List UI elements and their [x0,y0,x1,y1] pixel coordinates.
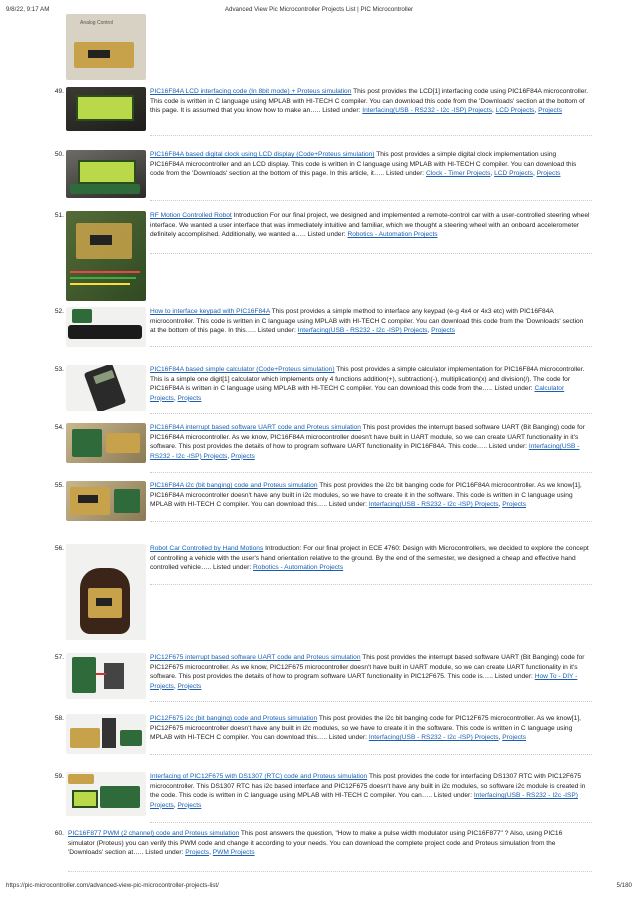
project-description: This post provides a simple digital clock implementation using PIC16F84A microcontroller and an LCD display. This code is written in C language using MPLAB with HI-TECH C compiler. You can download this code from the 'Downloads' section at the bottom of this page. In this article, it….. Listed under: [150,151,577,178]
category-link[interactable]: LCD Projects [494,170,533,178]
item-number: 54. [54,424,64,431]
category-link[interactable]: Projects [536,170,561,178]
item-text: PIC16F84A interrupt based software UART code and Proteus simulation This post provides the interrupt based software UART (Bit Banging) code for PIC16F84A microcontroller. As we know, PIC16F84A microcontroller doesn't have built in UART module, so we can create UART functionality in it's software. This post provides the details of how to program software UART functionality in PIC16F84A. This code….. Listed under: Interfacing(USB - RS232 - I2c -ISP) Projects, Projects [150,424,585,460]
category-link[interactable]: Projects [502,501,527,509]
item-text: PIC12F675 interrupt based software UART code and Proteus simulation This post provides the interrupt based software UART (Bit Banging) code for PIC12F675 microcontroller. As we know, PIC12F675 microcontroller doesn't have built in UART module, so we can create UART functionality in it's software. This post provides the details of how to program software UART functionality in PIC12F675. This code is….. Listed under: How To - DIY - Projects, Projects [150,654,585,690]
category-link[interactable]: Interfacing(USB - RS232 - I2c -ISP) Projects [150,443,580,460]
project-thumbnail[interactable] [66,211,146,301]
item-number: 59. [54,773,64,780]
project-title-link[interactable]: RF Motion Controlled Robot [150,212,232,219]
category-link[interactable]: Interfacing(USB - RS232 - I2c -ISP) Projects [297,327,428,335]
item-number: 57. [54,654,64,661]
project-description: This post provides the LCD[1] interfacing code using PIC16F84A microcontroller. This code is written in C language using MPLAB with HI-TECH C compiler. You can download this code from the 'Downloads' section at the bottom of this page. It is assumed that you know how to make an….. Listed under: [150,88,589,115]
project-thumbnail[interactable] [66,423,146,463]
project-title-link[interactable]: PIC16F84A i2c (bit banging) code and Proteus simulation [150,482,318,489]
project-title-link[interactable]: PIC16F84A based simple calculator (Code+Proteus simulation) [150,366,335,373]
project-title-link[interactable]: Interfacing of PIC12F675 with DS1307 (RTC) code and Proteus simulation [150,773,368,780]
item-text: Interfacing of PIC12F675 with DS1307 (RTC) code and Proteus simulation This post provides the code for interfacing DS1307 RTC with PIC12F675 microcontroller. This DS1307 RTC has i2c based interface and PIC12F675 doesn't have any built in i2c modules, so software i2c module is created in the code. This code is written in C language using MPLAB with HI-TECH C compiler. You can….. Listed under: Interfacing(USB - RS232 - I2c -ISP) Projects, Projects [150,773,586,809]
project-description: This post provides the i2c bit banging code for PIC16F84A microcontroller. As we know[1], PIC16F84A microcontroller doesn't have any built in i2c modules, so we have to create it in the software. This code is written in C language using MPLAB with HI-TECH C compiler. You can download this….. Listed under: [150,482,582,509]
project-thumbnail[interactable] [66,307,146,347]
project-title-link[interactable]: PIC12F675 i2c (bit banging) code and Proteus simulation [150,715,318,722]
divider [150,754,592,755]
divider [150,346,592,347]
item-text: How to interface keypad with PIC16F84A This post provides a simple method to interface any keypad (e-g 4x4 or 4x3 etc) with PIC16F84A microcontroller. This code is written in C language using MPLAB with HI-TECH C compiler. You can download this code from the 'Downloads' section at the bottom of this page. In this….. Listed under: Interfacing(USB - RS232 - I2c -ISP) Projects, Projects [150,308,584,335]
category-link[interactable]: Projects [502,734,527,742]
category-link[interactable]: Interfacing(USB - RS232 - I2c -ISP) Projects [368,501,499,509]
project-thumbnail[interactable] [66,714,146,754]
project-thumbnail[interactable] [66,481,146,521]
project-description: This post provides a simple method to interface any keypad (e-g 4x4 or 4x3 etc) with PIC16F84A microcontroller. This code is written in C language using MPLAB with HI-TECH C compiler. You can download this code from the 'Downloads' section at the bottom of this page. In this….. Listed under: [150,308,584,335]
category-link[interactable]: Projects [177,682,202,690]
divider [150,472,592,473]
category-link[interactable]: Projects [185,849,210,857]
project-description: This post provides the i2c bit banging code for PIC12F675 microcontroller. As we know[1], PIC12F675 microcontroller doesn't have any built in i2c modules, so we have to create it in the software. This code is written in C language using MPLAB with HI-TECH C compiler. You can download this….. Listed under: [150,715,581,742]
category-link[interactable]: Robotics - Automation Projects [253,564,344,572]
project-title-link[interactable]: PIC16F84A based digital clock using LCD display (Code+Proteus simulation) [150,151,375,158]
category-link[interactable]: Interfacing(USB - RS232 - I2c -ISP) Projects [150,792,578,809]
project-description: This post provides the interrupt based software UART (Bit Banging) code for PIC16F84A microcontroller. As we know, PIC16F84A microcontroller doesn't have built in UART module, so we can create UART functionality in it's software. This post provides the details of how to program software UART functionality in PIC16F84A. This code….. Listed under: [150,424,585,451]
category-link[interactable]: Projects [538,107,562,115]
divider [150,584,592,585]
item-number: 50. [54,151,64,158]
category-link[interactable]: Projects [177,801,202,809]
item-number: 58. [54,715,64,722]
item-text: PIC16F84A i2c (bit banging) code and Proteus simulation This post provides the i2c bit banging code for PIC16F84A microcontroller. As we know[1], PIC16F84A microcontroller doesn't have any built in i2c modules, so we have to create it in the software. This code is written in C language using MPLAB with HI-TECH C compiler. You can download this….. Listed under: Interfacing(USB - RS232 - I2c -ISP) Projects, Projects [150,482,582,509]
category-link[interactable]: Projects [231,452,255,460]
project-description: Introduction: For our final project in ECE 4760: Design with Microcontrollers, we decided to explore the concept of controlling a vehicle with the user's hand orientation relative to the ground. By the end of the semester, we designed a cheap and effective hand controlled vehicle….. Listed under: [150,545,589,572]
project-thumbnail[interactable] [66,87,146,131]
project-title-link[interactable]: Robot Car Controlled by Hand Motions [150,545,264,552]
item-text: PIC16F877 PWM (2 channel) code and Proteus simulation This post answers the question, "How to make a pulse width modulator using PIC16F877" ? Also, using PIC16 simulator (Proteus) you can verify this PWM code and change it according to your needs. You can download the complete project code and Proteus simulation from the 'Downloads' section at….. Listed under: Projects, PWM Projects [68,830,563,857]
item-text: PIC16F84A LCD interfacing code (In 8bit mode) + Proteus simulation This post provides the LCD[1] interfacing code using PIC16F84A microcontroller. This code is written in C language using MPLAB with HI-TECH C compiler. You can download this code from the 'Downloads' section at the bottom of this page. It is assumed that you know how to make an….. Listed under: Interfacing(USB - RS232 - I2c -ISP) Projects, LCD Projects, Projects [150,88,589,115]
project-description: This post answers the question, "How to make a pulse width modulator using PIC16F877" ? Also, using PIC16 simulator (Proteus) you can verify this PWM code and change it according to your needs. You can download the complete project code and Proteus simulation from the 'Downloads' section at….. Listed under: [68,830,563,857]
divider [150,822,592,823]
category-link[interactable]: Robotics - Automation Projects [347,231,438,239]
item-number: 53. [54,366,64,373]
item-number: 56. [54,545,64,552]
previous-item-thumbnail: Analog Control [66,14,146,80]
item-text [150,544,590,573]
divider [150,200,592,201]
category-link[interactable]: Interfacing(USB - RS232 - I2c -ISP) Projects [368,734,499,742]
item-text: PIC12F675 i2c (bit banging) code and Proteus simulation This post provides the i2c bit banging code for PIC12F675 microcontroller. As we know[1], PIC12F675 microcontroller doesn't have any built in i2c modules, so we have to create it in the software. This code is written in C language using MPLAB with HI-TECH C compiler. You can download this….. Listed under: Interfacing(USB - RS232 - I2c -ISP) Projects, Projects [150,715,581,742]
divider [68,871,592,872]
project-thumbnail[interactable] [66,772,146,816]
page-number: 5/180 [616,882,632,889]
category-link[interactable]: PWM Projects [212,849,255,857]
category-link[interactable]: Clock - Timer Projects [425,170,491,178]
divider [150,521,592,522]
category-link[interactable]: How To - DIY - Projects [150,673,578,690]
print-page-title: Advanced View Pic Microcontroller Projects List | PIC Microcontroller [224,6,414,13]
project-title-link[interactable]: PIC16F84A LCD interfacing code (In 8bit mode) + Proteus simulation [150,88,352,95]
divider [150,253,592,254]
project-title-link[interactable]: PIC16F84A interrupt based software UART code and Proteus simulation [150,424,361,431]
project-thumbnail[interactable] [66,653,146,699]
category-link[interactable]: Interfacing(USB - RS232 - I2c -ISP) Projects [362,107,492,115]
category-link[interactable]: Calculator Projects [150,385,565,402]
project-title-link[interactable]: How to interface keypad with PIC16F84A [150,308,270,315]
project-title-link[interactable]: PIC12F675 interrupt based software UART code and Proteus simulation [150,654,361,661]
category-link[interactable]: Projects [431,327,455,335]
print-footer [6,882,632,894]
item-number: 52. [54,308,64,315]
item-number: 51. [54,212,64,219]
project-thumbnail[interactable] [66,544,146,640]
divider [150,701,592,702]
project-title-link[interactable]: PIC16F877 PWM (2 channel) code and Proteus simulation [68,830,240,837]
project-description: This post provides the code for interfacing DS1307 RTC with PIC12F675 microcontroller. This DS1307 RTC has i2c based interface and PIC12F675 doesn't have any built in i2c modules, so software i2c module is created in the code. This code is written in C language using MPLAB with HI-TECH C compiler. You can….. Listed under: [150,773,586,800]
item-number: 60. [54,830,64,837]
item-text: PIC16F84A based digital clock using LCD display (Code+Proteus simulation) This post provides a simple digital clock implementation using PIC16F84A microcontroller and an LCD display. This code is written in C language using MPLAB with HI-TECH C compiler. You can download this code from the 'Downloads' section at the bottom of this page. In this article, it….. Listed under: Clock - Timer Projects, LCD Projects, Projects [150,151,577,178]
project-thumbnail[interactable] [66,365,146,411]
item-number: 55. [54,482,64,489]
page-url: https://pic-microcontroller.com/advanced-view-pic-microcontroller-projects-list/ [6,882,219,889]
category-link[interactable]: LCD Projects [495,107,535,115]
divider [150,135,592,136]
divider [150,413,592,414]
item-number: 49. [54,88,64,95]
print-timestamp: 9/8/22, 9:17 AM [6,6,50,13]
item-text: PIC16F84A based simple calculator (Code+Proteus simulation) This post provides a simple calculator implementation for PIC16F84A microcontroller. This is a simple one digit[1] calculator which implements only 4 functions addition(+), subtraction(-), multiplication(x) and division(/). The code for PIC16F84A is written in C language using MPLAB with HI-TECH C compiler. You can download this code from the….. Listed under: Calculator Projects, Projects [150,366,585,402]
category-link[interactable]: Projects [177,394,202,402]
item-text [150,211,590,240]
project-description: This post provides the interrupt based software UART (Bit Banging) code for PIC12F675 microcontroller. As we know, PIC12F675 microcontroller doesn't have built in UART module, so we can create UART functionality in it's software. This post provides the details of how to program software UART functionality in PIC12F675. This code is….. Listed under: [150,654,585,681]
project-description: Introduction For our final project, we designed and implemented a remote-control car with a user-controlled steering wheel interface. We wanted a user interface that was immediately intuitive and familiar, which we thought a steering wheel with an onboard accelerometer definitely accomplished. Additionally, we wanted a….. Listed under: [150,212,590,239]
project-thumbnail[interactable] [66,150,146,198]
project-description: This post provides a simple calculator implementation for PIC16F84A microcontroller. This is a simple one digit[1] calculator which implements only 4 functions addition(+), subtraction(-), multiplication(x) and division(/). The code for PIC16F84A is written in C language using MPLAB with HI-TECH C compiler. You can download this code from the….. Listed under: [150,366,585,393]
